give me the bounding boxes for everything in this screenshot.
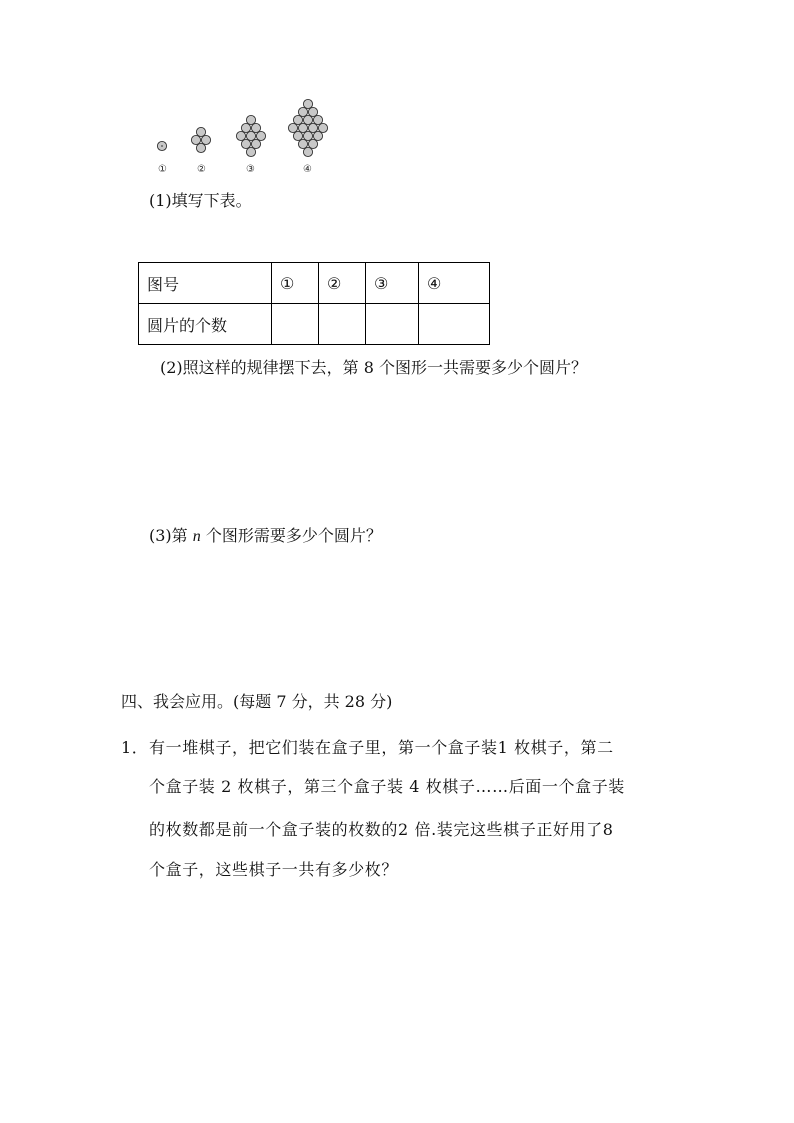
problem-line-4: 个盒子，这些棋子一共有多少枚？ [149,860,399,879]
disk-figures [140,90,360,170]
answer-table [138,262,490,345]
table-row [139,263,490,304]
figure-label-1: ① [158,164,167,175]
table-row [139,304,490,345]
part3-prompt [149,525,382,548]
problem-number: 1． [121,738,149,757]
part2-prompt: (2)照这样的规律摆下去，第 8 个图形一共需要多少个圆片？ [160,358,588,377]
problem-line-3: 的枚数都是前一个盒子装的枚数的2 倍.装完这些棋子正好用了8 [149,820,614,839]
answer-cell-2[interactable] [319,304,366,345]
table-header-figure-number: 图号 [139,263,272,304]
problem-line-2: 个盒子装 2 枚棋子，第三个盒子装 4 枚棋子……后面一个盒子装 [149,777,625,796]
table-cell: ③ [366,263,419,304]
figure-label-3: ③ [246,164,255,175]
table-cell: ④ [419,263,490,304]
section-heading: 四、我会应用。(每题 7 分，共 28 分) [121,692,393,711]
table-header-disk-count: 圆片的个数 [139,304,272,345]
answer-cell-4[interactable] [419,304,490,345]
answer-cell-3[interactable] [366,304,419,345]
table-cell: ① [272,263,319,304]
figure-label-4: ④ [303,164,312,175]
problem-line-1: 有一堆棋子，把它们装在盒子里，第一个盒子装1 枚棋子，第二 [149,738,614,757]
part3-variable: n [192,528,201,545]
part3-suffix: 个图形需要多少个圆片？ [200,526,382,545]
part3-prefix: (3)第 [149,526,193,545]
answer-cell-1[interactable] [272,304,319,345]
figure-label-2: ② [197,164,206,175]
figure-3 [236,115,265,156]
part1-prompt: (1)填写下表。 [149,191,252,210]
figure-2 [191,127,210,152]
figure-1 [157,141,166,150]
figure-4 [288,99,327,156]
table-cell: ② [319,263,366,304]
